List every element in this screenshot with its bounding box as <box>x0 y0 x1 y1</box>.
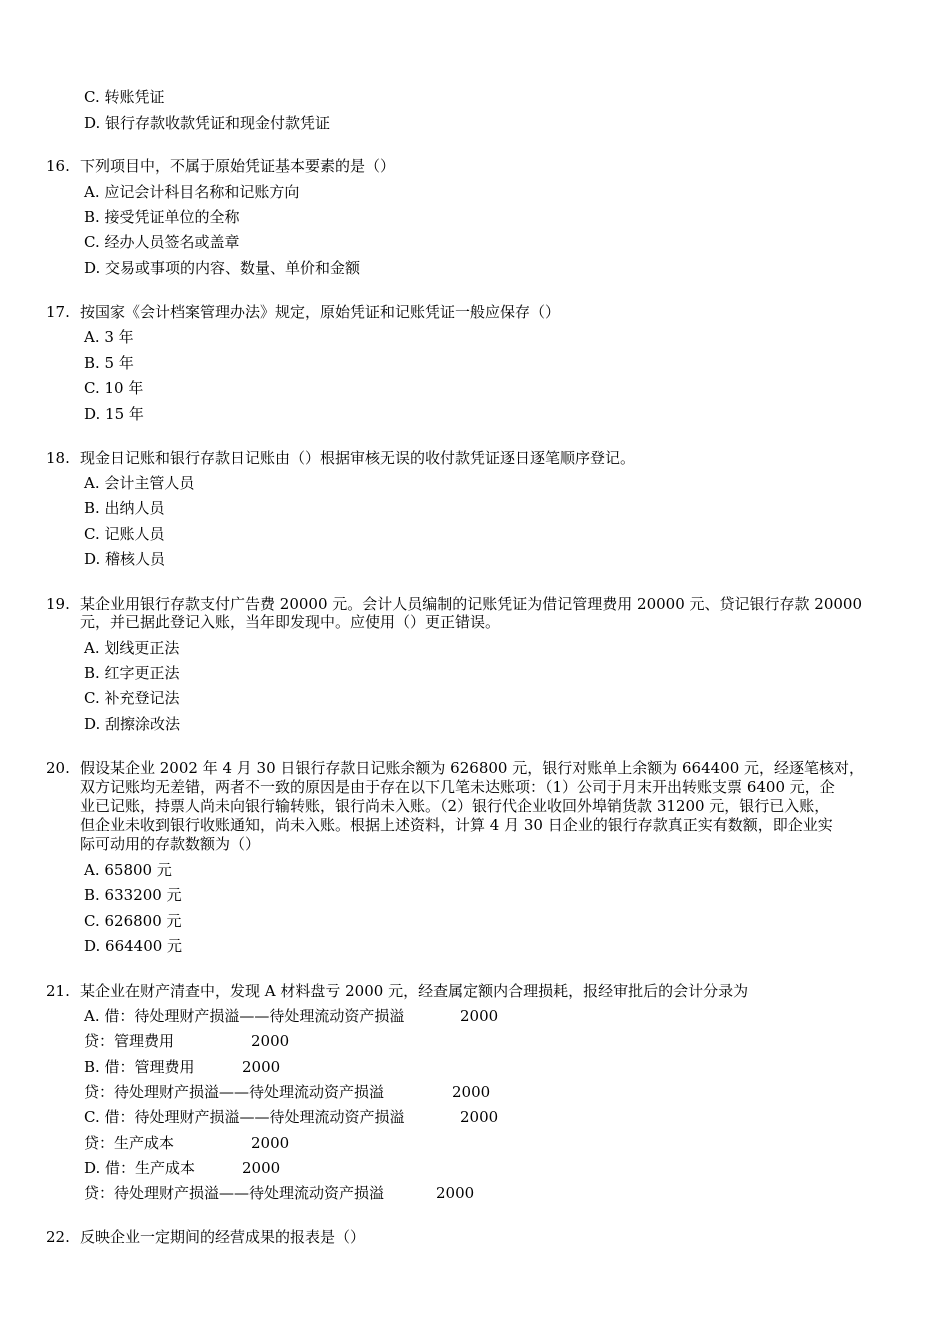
q22-text: 反映企业一定期间的经营成果的报表是（） <box>80 1228 366 1246</box>
q18-option-a: A. 会计主管人员 <box>84 474 195 492</box>
q21-entry-c-credit-amount: 2000 <box>251 1134 290 1152</box>
q19-text-line-2: 元，并已据此登记入账，当年即发现中。应使用（）更正错误。 <box>80 613 501 631</box>
q16-text: 下列项目中，不属于原始凭证基本要素的是（） <box>80 157 396 175</box>
q17-option-c: C. 10 年 <box>84 379 144 397</box>
q19-option-a: A. 划线更正法 <box>84 639 180 657</box>
q17-option-a: A. 3 年 <box>84 328 134 346</box>
q21-entry-b-credit-amount: 2000 <box>452 1083 491 1101</box>
q16-number: 16. <box>46 157 70 175</box>
q20-number: 20. <box>46 759 70 777</box>
q22-number: 22. <box>46 1228 70 1246</box>
q18-option-b: B. 出纳人员 <box>84 499 165 517</box>
q20-option-b: B. 633200 元 <box>84 886 182 904</box>
q21-entry-d-credit-amount: 2000 <box>436 1184 475 1202</box>
q17-option-b: B. 5 年 <box>84 354 134 372</box>
q20-text-line-1: 假设某企业 2002 年 4 月 30 日银行存款日记账余额为 626800 元，银行对账单上余额为 664400 元，经逐笔核对， <box>80 759 865 777</box>
q21-entry-a-debit-amount: 2000 <box>460 1007 499 1025</box>
q21-entry-b-credit: 贷：待处理财产损溢——待处理流动资产损溢 <box>84 1083 385 1101</box>
q19-text-line-1: 某企业用银行存款支付广告费 20000 元。会计人员编制的记账凭证为借记管理费用 20000 元、贷记银行存款 20000 <box>80 595 862 613</box>
q21-entry-d-credit: 贷：待处理财产损溢——待处理流动资产损溢 <box>84 1184 385 1202</box>
q20-text-line-2: 双方记账均无差错，两者不一致的原因是由于存在以下几笔未达账项：（1）公司于月末开出转账支票 6400 元，企 <box>80 778 835 796</box>
q21-entry-b-debit-amount: 2000 <box>242 1058 281 1076</box>
q21-entry-a-debit: A. 借：待处理财产损溢——待处理流动资产损溢 <box>84 1007 405 1025</box>
q21-text: 某企业在财产清查中，发现 A 材料盘亏 2000 元，经查属定额内合理损耗，报经审批后的会计分录为 <box>80 982 749 1000</box>
q15-option-d: D. 银行存款收款凭证和现金付款凭证 <box>84 114 331 132</box>
q19-option-c: C. 补充登记法 <box>84 689 180 707</box>
q20-option-a: A. 65800 元 <box>84 861 172 879</box>
q20-option-c: C. 626800 元 <box>84 912 182 930</box>
q16-option-c: C. 经办人员签名或盖章 <box>84 233 240 251</box>
q16-option-a: A. 应记会计科目名称和记账方向 <box>84 183 300 201</box>
q21-number: 21. <box>46 982 70 1000</box>
q16-option-b: B. 接受凭证单位的全称 <box>84 208 240 226</box>
q19-option-d: D. 刮擦涂改法 <box>84 715 181 733</box>
q21-entry-c-debit: C. 借：待处理财产损溢——待处理流动资产损溢 <box>84 1108 405 1126</box>
q21-entry-b-debit: B. 借：管理费用 <box>84 1058 195 1076</box>
q19-option-b: B. 红字更正法 <box>84 664 180 682</box>
q17-text: 按国家《会计档案管理办法》规定，原始凭证和记账凭证一般应保存（） <box>80 303 561 321</box>
q18-text: 现金日记账和银行存款日记账由（）根据审核无误的收付款凭证逐日逐笔顺序登记。 <box>80 449 636 467</box>
q16-option-d: D. 交易或事项的内容、数量、单价和金额 <box>84 259 361 277</box>
q17-number: 17. <box>46 303 70 321</box>
q21-entry-c-debit-amount: 2000 <box>460 1108 499 1126</box>
q21-entry-c-credit: 贷：生产成本 <box>84 1134 175 1152</box>
q18-number: 18. <box>46 449 70 467</box>
q20-text-line-4: 但企业未收到银行收账通知，尚未入账。根据上述资料，计算 4 月 30 日企业的银行存款真正实有数额，即企业实 <box>80 816 833 834</box>
q18-option-c: C. 记账人员 <box>84 525 165 543</box>
q18-option-d: D. 稽核人员 <box>84 550 166 568</box>
q21-entry-d-debit: D. 借：生产成本 <box>84 1159 196 1177</box>
q20-text-line-3: 业已记账，持票人尚未向银行输转账，银行尚未入账。（2）银行代企业收回外埠销货款 31200 元，银行已入账， <box>80 797 830 815</box>
q20-text-line-5: 际可动用的存款数额为（） <box>80 835 261 853</box>
q15-option-c: C. 转账凭证 <box>84 88 165 106</box>
q17-option-d: D. 15 年 <box>84 405 144 423</box>
q19-number: 19. <box>46 595 70 613</box>
q21-entry-d-debit-amount: 2000 <box>242 1159 281 1177</box>
q21-entry-a-credit: 贷：管理费用 <box>84 1032 175 1050</box>
q21-entry-a-credit-amount: 2000 <box>251 1032 290 1050</box>
q20-option-d: D. 664400 元 <box>84 937 183 955</box>
